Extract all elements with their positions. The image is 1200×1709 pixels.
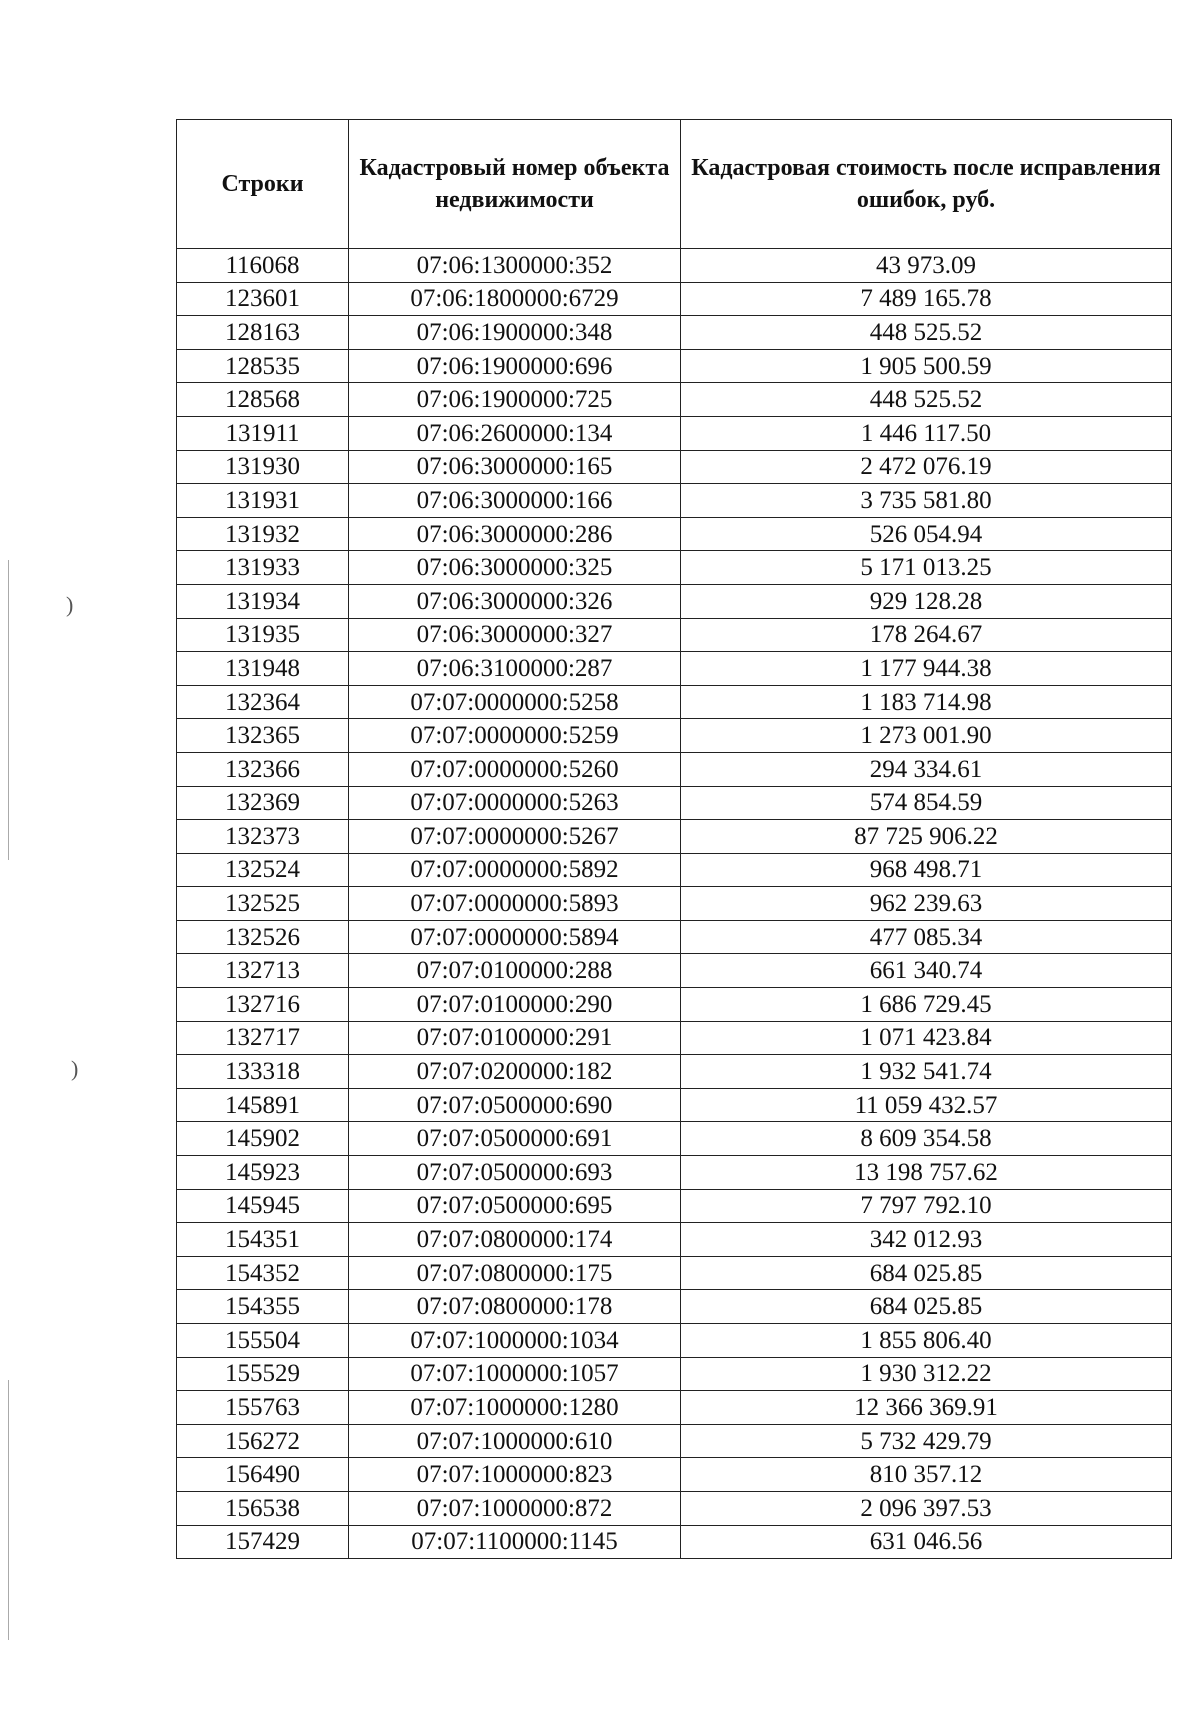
- cadastral-number-cell: 07:07:0000000:5893: [349, 887, 681, 921]
- cadastral-number-cell: 07:07:0800000:174: [349, 1223, 681, 1257]
- cadastral-number-cell: 07:06:3000000:325: [349, 551, 681, 585]
- cadastral-value-cell: 2 096 397.53: [681, 1491, 1172, 1525]
- row-number-cell: 131948: [177, 652, 349, 686]
- cadastral-number-cell: 07:07:0000000:5260: [349, 752, 681, 786]
- row-number-cell: 131911: [177, 416, 349, 450]
- header-rows: Строки: [177, 120, 349, 249]
- cadastral-value-cell: 11 059 432.57: [681, 1088, 1172, 1122]
- cadastral-value-cell: 1 905 500.59: [681, 349, 1172, 383]
- row-number-cell: 132713: [177, 954, 349, 988]
- row-number-cell: 156538: [177, 1491, 349, 1525]
- cadastral-value-cell: 7 797 792.10: [681, 1189, 1172, 1223]
- row-number-cell: 116068: [177, 249, 349, 283]
- row-number-cell: 155504: [177, 1324, 349, 1358]
- cadastral-value-cell: 962 239.63: [681, 887, 1172, 921]
- row-number-cell: 131932: [177, 517, 349, 551]
- cadastral-number-cell: 07:06:1900000:725: [349, 383, 681, 417]
- cadastral-number-cell: 07:07:0100000:290: [349, 988, 681, 1022]
- cadastral-value-cell: 631 046.56: [681, 1525, 1172, 1559]
- cadastral-number-cell: 07:07:0800000:175: [349, 1256, 681, 1290]
- cadastral-number-cell: 07:07:1000000:1057: [349, 1357, 681, 1391]
- cadastral-number-cell: 07:07:0200000:182: [349, 1055, 681, 1089]
- cadastral-value-cell: 1 071 423.84: [681, 1021, 1172, 1055]
- cadastral-value-cell: 477 085.34: [681, 920, 1172, 954]
- table-row: [177, 1491, 1172, 1525]
- table-row: [177, 685, 1172, 719]
- table-row: [177, 752, 1172, 786]
- margin-mark-1: ): [66, 592, 74, 617]
- cadastral-value-cell: 1 183 714.98: [681, 685, 1172, 719]
- row-number-cell: 132373: [177, 820, 349, 854]
- cadastral-value-cell: 43 973.09: [681, 249, 1172, 283]
- cadastral-value-cell: 12 366 369.91: [681, 1391, 1172, 1425]
- cadastral-value-cell: 1 177 944.38: [681, 652, 1172, 686]
- cadastral-value-cell: 526 054.94: [681, 517, 1172, 551]
- cadastral-number-cell: 07:06:1900000:696: [349, 349, 681, 383]
- row-number-cell: 132524: [177, 853, 349, 887]
- row-number-cell: 132525: [177, 887, 349, 921]
- cadastral-value-cell: 2 472 076.19: [681, 450, 1172, 484]
- cadastral-number-cell: 07:06:3000000:286: [349, 517, 681, 551]
- cadastral-number-cell: 07:07:1000000:1034: [349, 1324, 681, 1358]
- table-header-row: [177, 120, 1172, 249]
- cadastral-number-cell: 07:07:0000000:5263: [349, 786, 681, 820]
- row-number-cell: 157429: [177, 1525, 349, 1559]
- cadastral-number-cell: 07:07:0000000:5259: [349, 719, 681, 753]
- row-number-cell: 133318: [177, 1055, 349, 1089]
- cadastral-value-cell: 684 025.85: [681, 1290, 1172, 1324]
- cadastral-number-cell: 07:06:2600000:134: [349, 416, 681, 450]
- row-number-cell: 145902: [177, 1122, 349, 1156]
- table-row: [177, 316, 1172, 350]
- table-row: [177, 349, 1172, 383]
- table-row: [177, 517, 1172, 551]
- table-row: [177, 249, 1172, 283]
- cadastral-number-cell: 07:06:3100000:287: [349, 652, 681, 686]
- table-row: [177, 1458, 1172, 1492]
- cadastral-value-cell: 178 264.67: [681, 618, 1172, 652]
- table-row: [177, 786, 1172, 820]
- table-row: [177, 1055, 1172, 1089]
- cadastral-number-cell: 07:06:3000000:326: [349, 584, 681, 618]
- cadastral-number-cell: 07:07:0000000:5894: [349, 920, 681, 954]
- table-row: [177, 820, 1172, 854]
- table-row: [177, 416, 1172, 450]
- cadastral-value-cell: 5 171 013.25: [681, 551, 1172, 585]
- header-cadastral-number: Кадастровый номер объекта недвижимости: [349, 120, 681, 249]
- row-number-cell: 156490: [177, 1458, 349, 1492]
- row-number-cell: 128163: [177, 316, 349, 350]
- row-number-cell: 145923: [177, 1156, 349, 1190]
- row-number-cell: 156272: [177, 1424, 349, 1458]
- cadastral-number-cell: 07:07:0500000:690: [349, 1088, 681, 1122]
- row-number-cell: 132526: [177, 920, 349, 954]
- table-row: [177, 1189, 1172, 1223]
- table-row: [177, 584, 1172, 618]
- cadastral-value-cell: 3 735 581.80: [681, 484, 1172, 518]
- table-row: [177, 1256, 1172, 1290]
- row-number-cell: 128535: [177, 349, 349, 383]
- cadastral-value-cell: 87 725 906.22: [681, 820, 1172, 854]
- cadastral-value-cell: 1 686 729.45: [681, 988, 1172, 1022]
- row-number-cell: 154352: [177, 1256, 349, 1290]
- table-row: [177, 1223, 1172, 1257]
- cadastral-value-cell: 810 357.12: [681, 1458, 1172, 1492]
- margin-line-upper: [8, 560, 9, 860]
- cadastral-number-cell: 07:07:1000000:872: [349, 1491, 681, 1525]
- cadastral-number-cell: 07:07:1100000:1145: [349, 1525, 681, 1559]
- table-row: [177, 1021, 1172, 1055]
- cadastral-value-cell: 1 930 312.22: [681, 1357, 1172, 1391]
- cadastral-number-cell: 07:07:1000000:1280: [349, 1391, 681, 1425]
- row-number-cell: 131935: [177, 618, 349, 652]
- table-row: [177, 618, 1172, 652]
- row-number-cell: 132364: [177, 685, 349, 719]
- table-row: [177, 484, 1172, 518]
- row-number-cell: 155529: [177, 1357, 349, 1391]
- cadastral-value-cell: 574 854.59: [681, 786, 1172, 820]
- cadastral-number-cell: 07:07:0500000:691: [349, 1122, 681, 1156]
- row-number-cell: 132716: [177, 988, 349, 1022]
- table-body: [177, 249, 1172, 1559]
- cadastral-number-cell: 07:06:1300000:352: [349, 249, 681, 283]
- cadastral-number-cell: 07:07:0100000:288: [349, 954, 681, 988]
- row-number-cell: 154351: [177, 1223, 349, 1257]
- margin-mark-2: ): [71, 1056, 79, 1081]
- cadastral-number-cell: 07:06:3000000:166: [349, 484, 681, 518]
- cadastral-value-cell: 294 334.61: [681, 752, 1172, 786]
- cadastral-value-cell: 1 855 806.40: [681, 1324, 1172, 1358]
- cadastral-number-cell: 07:07:1000000:823: [349, 1458, 681, 1492]
- cadastral-number-cell: 07:07:0500000:695: [349, 1189, 681, 1223]
- table-row: [177, 1525, 1172, 1559]
- table-row: [177, 719, 1172, 753]
- row-number-cell: 131933: [177, 551, 349, 585]
- cadastral-number-cell: 07:07:0000000:5258: [349, 685, 681, 719]
- table-row: [177, 853, 1172, 887]
- table-row: [177, 1088, 1172, 1122]
- cadastral-value-cell: 968 498.71: [681, 853, 1172, 887]
- row-number-cell: 128568: [177, 383, 349, 417]
- cadastral-number-cell: 07:07:0100000:291: [349, 1021, 681, 1055]
- cadastral-value-cell: 448 525.52: [681, 383, 1172, 417]
- cadastral-number-cell: 07:07:0800000:178: [349, 1290, 681, 1324]
- cadastral-number-cell: 07:06:3000000:165: [349, 450, 681, 484]
- cadastral-value-cell: 929 128.28: [681, 584, 1172, 618]
- table-row: [177, 1156, 1172, 1190]
- row-number-cell: 132369: [177, 786, 349, 820]
- table-row: [177, 954, 1172, 988]
- table-row: [177, 1122, 1172, 1156]
- table-row: [177, 551, 1172, 585]
- table-row: [177, 1424, 1172, 1458]
- row-number-cell: 154355: [177, 1290, 349, 1324]
- table-row: [177, 1357, 1172, 1391]
- cadastral-number-cell: 07:06:1900000:348: [349, 316, 681, 350]
- row-number-cell: 123601: [177, 282, 349, 316]
- row-number-cell: 155763: [177, 1391, 349, 1425]
- cadastral-value-cell: 661 340.74: [681, 954, 1172, 988]
- header-cadastral-value: Кадастровая стоимость после исправления ошибок, руб.: [681, 120, 1172, 249]
- row-number-cell: 145891: [177, 1088, 349, 1122]
- row-number-cell: 145945: [177, 1189, 349, 1223]
- cadastral-value-cell: 684 025.85: [681, 1256, 1172, 1290]
- cadastral-value-cell: 13 198 757.62: [681, 1156, 1172, 1190]
- cadastral-number-cell: 07:07:0000000:5267: [349, 820, 681, 854]
- cadastral-number-cell: 07:06:1800000:6729: [349, 282, 681, 316]
- row-number-cell: 131931: [177, 484, 349, 518]
- table-row: [177, 887, 1172, 921]
- cadastral-number-cell: 07:07:0500000:693: [349, 1156, 681, 1190]
- cadastral-value-cell: 8 609 354.58: [681, 1122, 1172, 1156]
- row-number-cell: 132717: [177, 1021, 349, 1055]
- row-number-cell: 131934: [177, 584, 349, 618]
- cadastral-value-cell: 342 012.93: [681, 1223, 1172, 1257]
- cadastral-number-cell: 07:06:3000000:327: [349, 618, 681, 652]
- row-number-cell: 132366: [177, 752, 349, 786]
- table-row: [177, 450, 1172, 484]
- cadastral-value-cell: 5 732 429.79: [681, 1424, 1172, 1458]
- cadastral-number-cell: 07:07:0000000:5892: [349, 853, 681, 887]
- row-number-cell: 131930: [177, 450, 349, 484]
- cadastral-number-cell: 07:07:1000000:610: [349, 1424, 681, 1458]
- table-row: [177, 920, 1172, 954]
- margin-line-lower: [8, 1380, 9, 1640]
- table-row: [177, 1391, 1172, 1425]
- cadastral-value-cell: 448 525.52: [681, 316, 1172, 350]
- table-row: [177, 652, 1172, 686]
- cadastral-value-table: [176, 119, 1172, 1559]
- table-row: [177, 282, 1172, 316]
- cadastral-value-cell: 7 489 165.78: [681, 282, 1172, 316]
- cadastral-value-cell: 1 273 001.90: [681, 719, 1172, 753]
- table-row: [177, 1324, 1172, 1358]
- table-row: [177, 383, 1172, 417]
- table-row: [177, 988, 1172, 1022]
- cadastral-value-cell: 1 932 541.74: [681, 1055, 1172, 1089]
- row-number-cell: 132365: [177, 719, 349, 753]
- cadastral-value-cell: 1 446 117.50: [681, 416, 1172, 450]
- table-row: [177, 1290, 1172, 1324]
